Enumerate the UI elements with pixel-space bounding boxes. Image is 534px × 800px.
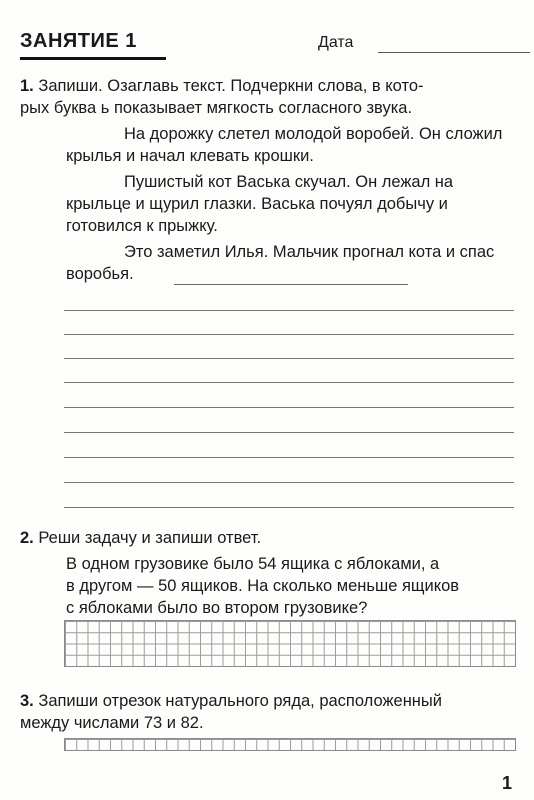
task-2-problem-line3: с яблоками было во втором грузовике?	[66, 599, 368, 617]
writing-line[interactable]	[64, 358, 514, 359]
task-1	[20, 75, 514, 285]
writing-line[interactable]	[64, 334, 514, 335]
task-1-paragraph-1: На дорожку слетел молодой воробей. Он сложил крылья и начал клевать крошки.	[66, 125, 503, 165]
task-1-paragraph-3: Это заметил Илья. Мальчик прогнал кота и спас воробья.	[66, 243, 495, 283]
writing-line[interactable]	[64, 482, 514, 483]
writing-line[interactable]	[64, 432, 514, 433]
lesson-title-underline	[20, 57, 166, 60]
page-header	[20, 30, 514, 60]
task-1-instruction-line2: рых буква ь показывает мягкость согласного звука.	[20, 99, 413, 117]
writing-line[interactable]	[64, 457, 514, 458]
answer-grid-task-3[interactable]	[64, 738, 516, 751]
task-1-number: 1.	[20, 77, 34, 95]
answer-grid-task-2[interactable]	[64, 620, 516, 667]
task-1-paragraph-2: Пушистый кот Васька скучал. Он лежал на крыльце и щурил глазки. Васька почуял добычу и готовился к прыжку.	[66, 173, 454, 235]
page-number: 1	[502, 773, 513, 793]
text-title-line[interactable]	[174, 284, 408, 285]
task-3-instruction-line2: между числами 73 и 82.	[20, 714, 204, 732]
date-field-line[interactable]	[378, 52, 530, 53]
task-2-problem-line1: В одном грузовике было 54 ящика с яблоками, а	[66, 555, 440, 573]
date-label: Дата	[318, 34, 354, 51]
task-2-instruction	[20, 527, 514, 549]
task-3	[20, 690, 514, 734]
task-3-instruction	[20, 690, 514, 712]
writing-line[interactable]	[64, 310, 514, 311]
task-1-instruction	[20, 75, 514, 97]
writing-line[interactable]	[64, 507, 514, 508]
writing-line[interactable]	[64, 382, 514, 383]
task-3-number: 3.	[20, 692, 34, 710]
lesson-title: ЗАНЯТИЕ 1	[20, 30, 137, 52]
task-2-number: 2.	[20, 529, 34, 547]
task-3-instruction-line1: Запиши отрезок натурального ряда, расположенный	[38, 692, 442, 710]
task-2-problem-line2: в другом — 50 ящиков. На сколько меньше ящиков	[66, 577, 460, 595]
task-2	[20, 527, 514, 619]
writing-line[interactable]	[64, 407, 514, 408]
task-2-instruction-text: Реши задачу и запиши ответ.	[38, 529, 262, 547]
task-1-instruction-line1: Запиши. Озаглавь текст. Подчеркни слова, в кото-	[38, 77, 424, 95]
